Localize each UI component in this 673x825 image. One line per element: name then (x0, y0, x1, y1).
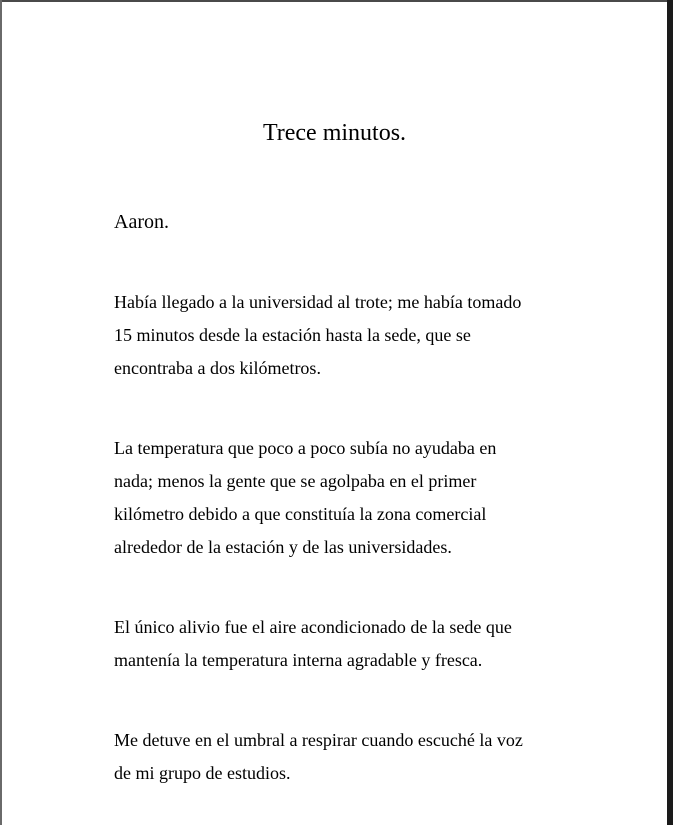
paragraph-1 (114, 286, 521, 385)
paragraph-3 (114, 611, 512, 677)
paragraph-line: 15 minutos desde la estación hasta la sede, que se (114, 325, 471, 345)
author-name: Aaron. (114, 211, 169, 233)
document-page (2, 2, 667, 825)
paragraph-line: El único alivio fue el aire acondicionado de la sede que (114, 617, 512, 637)
paragraph-line: encontraba a dos kilómetros. (114, 358, 321, 378)
paragraph-2 (114, 432, 496, 564)
paragraph-line: Me detuve en el umbral a respirar cuando escuché la voz (114, 730, 523, 750)
paragraph-line: alrededor de la estación y de las universidades. (114, 537, 452, 557)
paragraph-line: kilómetro debido a que constituía la zona comercial (114, 504, 487, 524)
paragraph-line: de mi grupo de estudios. (114, 763, 291, 783)
paragraph-line: nada; menos la gente que se agolpaba en el primer (114, 471, 477, 491)
paragraph-line: La temperatura que poco a poco subía no ayudaba en (114, 438, 497, 458)
paragraph-line: Había llegado a la universidad al trote; me había tomado (114, 292, 522, 312)
document-title: Trece minutos. (262, 120, 407, 146)
paragraph-line: mantenía la temperatura interna agradable y fresca. (114, 650, 483, 670)
viewer-right-border (667, 0, 673, 825)
paragraph-4 (114, 724, 523, 790)
